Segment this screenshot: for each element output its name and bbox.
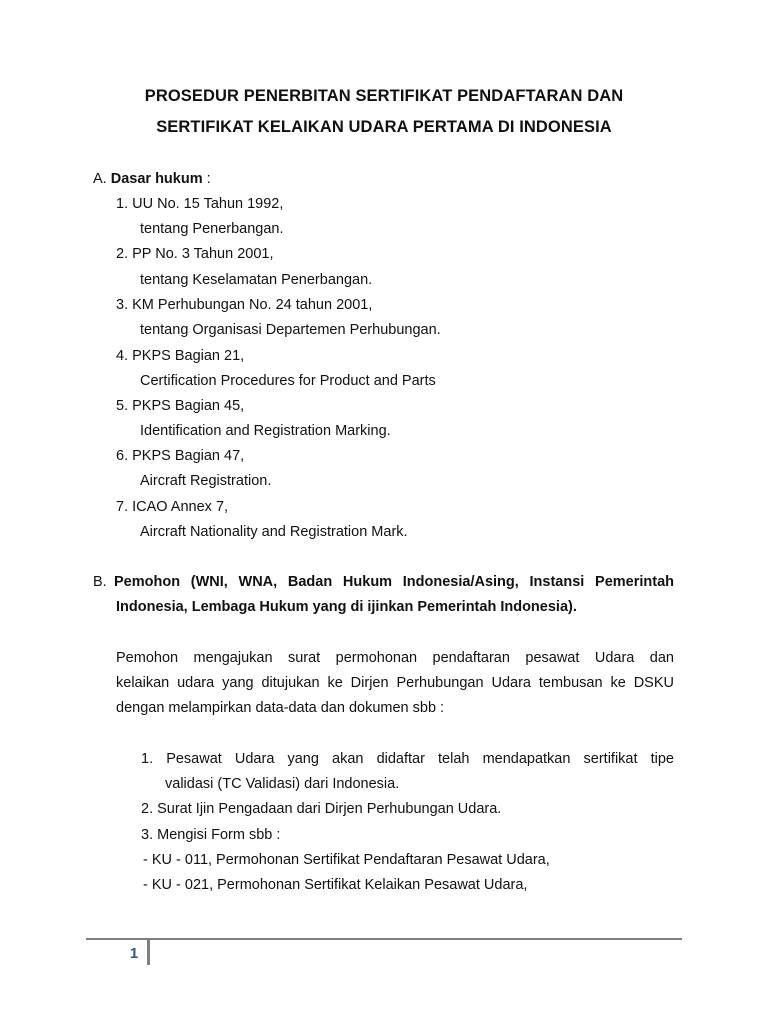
requirement-item-2: 2. Surat Ijin Pengadaan dari Dirjen Perhubungan Udara. [141, 801, 502, 817]
legal-basis-item-2: 2. PP No. 3 Tahun 2001, [116, 246, 274, 262]
requirement-item-1: 1. Pesawat Udara yang akan didaftar telah mendapatkan sertifikat tipe [141, 751, 674, 767]
section-a-title: Dasar hukum [110, 171, 203, 187]
section-a-heading [93, 170, 211, 188]
document-title-line-1: PROSEDUR PENERBITAN SERTIFIKAT PENDAFTARAN DAN [144, 87, 624, 105]
section-b-paragraph-line-1: Pemohon mengajukan surat permohonan pendaftaran pesawat Udara dan [116, 650, 674, 666]
legal-basis-item-7-desc: Aircraft Nationality and Registration Mark. [140, 524, 408, 540]
legal-basis-item-1: 1. UU No. 15 Tahun 1992, [116, 196, 284, 212]
section-b-paragraph-line-2: kelaikan udara yang ditujukan ke Dirjen Perhubungan Udara tembusan ke DSKU [116, 675, 674, 691]
footer-divider [147, 939, 150, 965]
legal-basis-item-5: 5. PKPS Bagian 45, [116, 398, 245, 414]
legal-basis-item-6: 6. PKPS Bagian 47, [116, 448, 245, 464]
legal-basis-item-4: 4. PKPS Bagian 21, [116, 348, 245, 364]
legal-basis-item-4-desc: Certification Procedures for Product and Parts [140, 373, 436, 389]
form-item-ku-021: - KU - 021, Permohonan Sertifikat Kelaikan Pesawat Udara, [143, 877, 528, 893]
section-b-paragraph-line-3: dengan melampirkan data-data dan dokumen sbb : [116, 700, 445, 716]
section-b-prefix: B. [93, 574, 107, 590]
page-number: 1 [129, 945, 139, 962]
legal-basis-item-5-desc: Identification and Registration Marking. [140, 423, 391, 439]
requirement-item-3: 3. Mengisi Form sbb : [141, 827, 281, 843]
section-b-heading-line-2: Indonesia, Lembaga Hukum yang di ijinkan Pemerintah Indonesia). [116, 599, 577, 615]
legal-basis-item-3: 3. KM Perhubungan No. 24 tahun 2001, [116, 297, 373, 313]
section-a-suffix: : [202, 171, 211, 187]
section-a-prefix: A. [93, 171, 107, 187]
form-item-ku-011: - KU - 011, Permohonan Sertifikat Pendaftaran Pesawat Udara, [143, 852, 550, 868]
legal-basis-item-2-desc: tentang Keselamatan Penerbangan. [140, 272, 373, 288]
section-b-heading-line-1: Pemohon (WNI, WNA, Badan Hukum Indonesia/Asing, Instansi Pemerintah [114, 574, 674, 590]
legal-basis-item-6-desc: Aircraft Registration. [140, 473, 272, 489]
requirement-item-1-continued: validasi (TC Validasi) dari Indonesia. [165, 776, 400, 792]
legal-basis-item-3-desc: tentang Organisasi Departemen Perhubungan. [140, 322, 441, 338]
legal-basis-item-1-desc: tentang Penerbangan. [140, 221, 284, 237]
footer-rule [86, 938, 682, 940]
legal-basis-item-7: 7. ICAO Annex 7, [116, 499, 229, 515]
document-title-line-2: SERTIFIKAT KELAIKAN UDARA PERTAMA DI INDONESIA [156, 118, 612, 136]
